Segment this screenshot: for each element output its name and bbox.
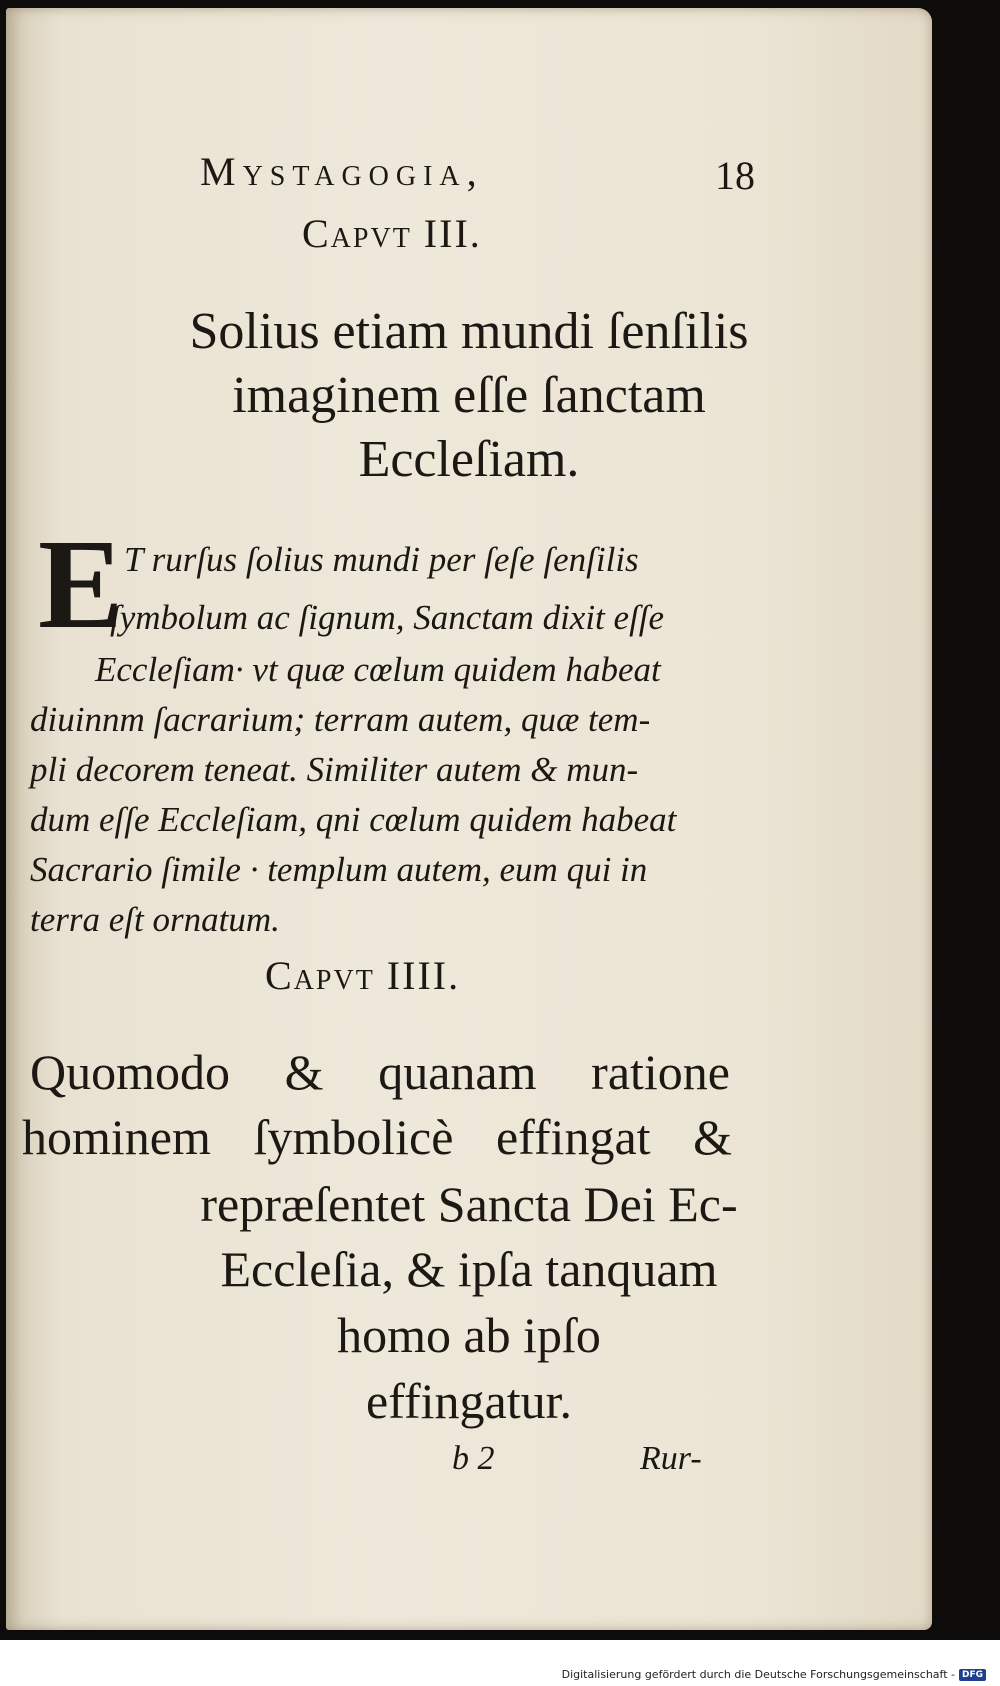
body-line: T rurſus ſolius mundi per ſeſe ſenſilis — [124, 540, 639, 579]
chapter-4-title-line: effingatur. — [366, 1373, 572, 1429]
chapter-4-title-line: homo ab ipſo — [337, 1307, 601, 1363]
body-line: terra eſt ornatum. — [30, 900, 280, 939]
page-number: 18 — [715, 153, 755, 198]
body-line: ſymbolum ac ſignum, Sanctam dixit eſſe — [110, 598, 665, 637]
chapter-3-heading: Capvt III. — [302, 211, 482, 256]
chapter-4-title-line: Quomodo & quanam ratione — [30, 1044, 730, 1100]
dfg-logo-icon: DFG — [959, 1669, 986, 1681]
body-line: Eccleſiam· vt quæ cœlum quidem habeat — [95, 650, 661, 689]
chapter-4-title-line: Eccleſia, & ipſa tanquam — [220, 1241, 718, 1297]
running-head: Mystagogia, — [200, 149, 484, 194]
chapter-4-title-line: repræſentet Sancta Dei Ec- — [200, 1176, 738, 1232]
chapter-3-title-line: Eccleſiam. — [358, 431, 580, 488]
chapter-4-heading: Capvt IIII. — [265, 953, 461, 998]
chapter-3-title-line: imaginem eſſe ſanctam — [232, 367, 706, 424]
body-line: diuinnm ſacrarium; terram autem, quæ tem- — [30, 700, 651, 739]
digitization-credit — [562, 1668, 986, 1681]
body-line: Sacrario ſimile · templum autem, eum qui in — [30, 850, 648, 889]
body-line: dum eſſe Eccleſiam, qni cœlum quidem habeat — [30, 800, 677, 839]
chapter-3-title-line: Solius etiam mundi ſenſilis — [189, 303, 749, 360]
signature-mark: b 2 — [452, 1440, 495, 1477]
drop-cap-initial: E — [38, 513, 124, 655]
body-line: pli decorem teneat. Similiter autem & mun- — [30, 750, 639, 789]
credit-text: Digitalisierung gefördert durch die Deutsche Forschungsgemeinschaft - — [561, 1668, 955, 1681]
catchword: Rur- — [640, 1440, 702, 1477]
chapter-4-title-line: hominem ſymbolicè effingat & — [22, 1109, 732, 1165]
